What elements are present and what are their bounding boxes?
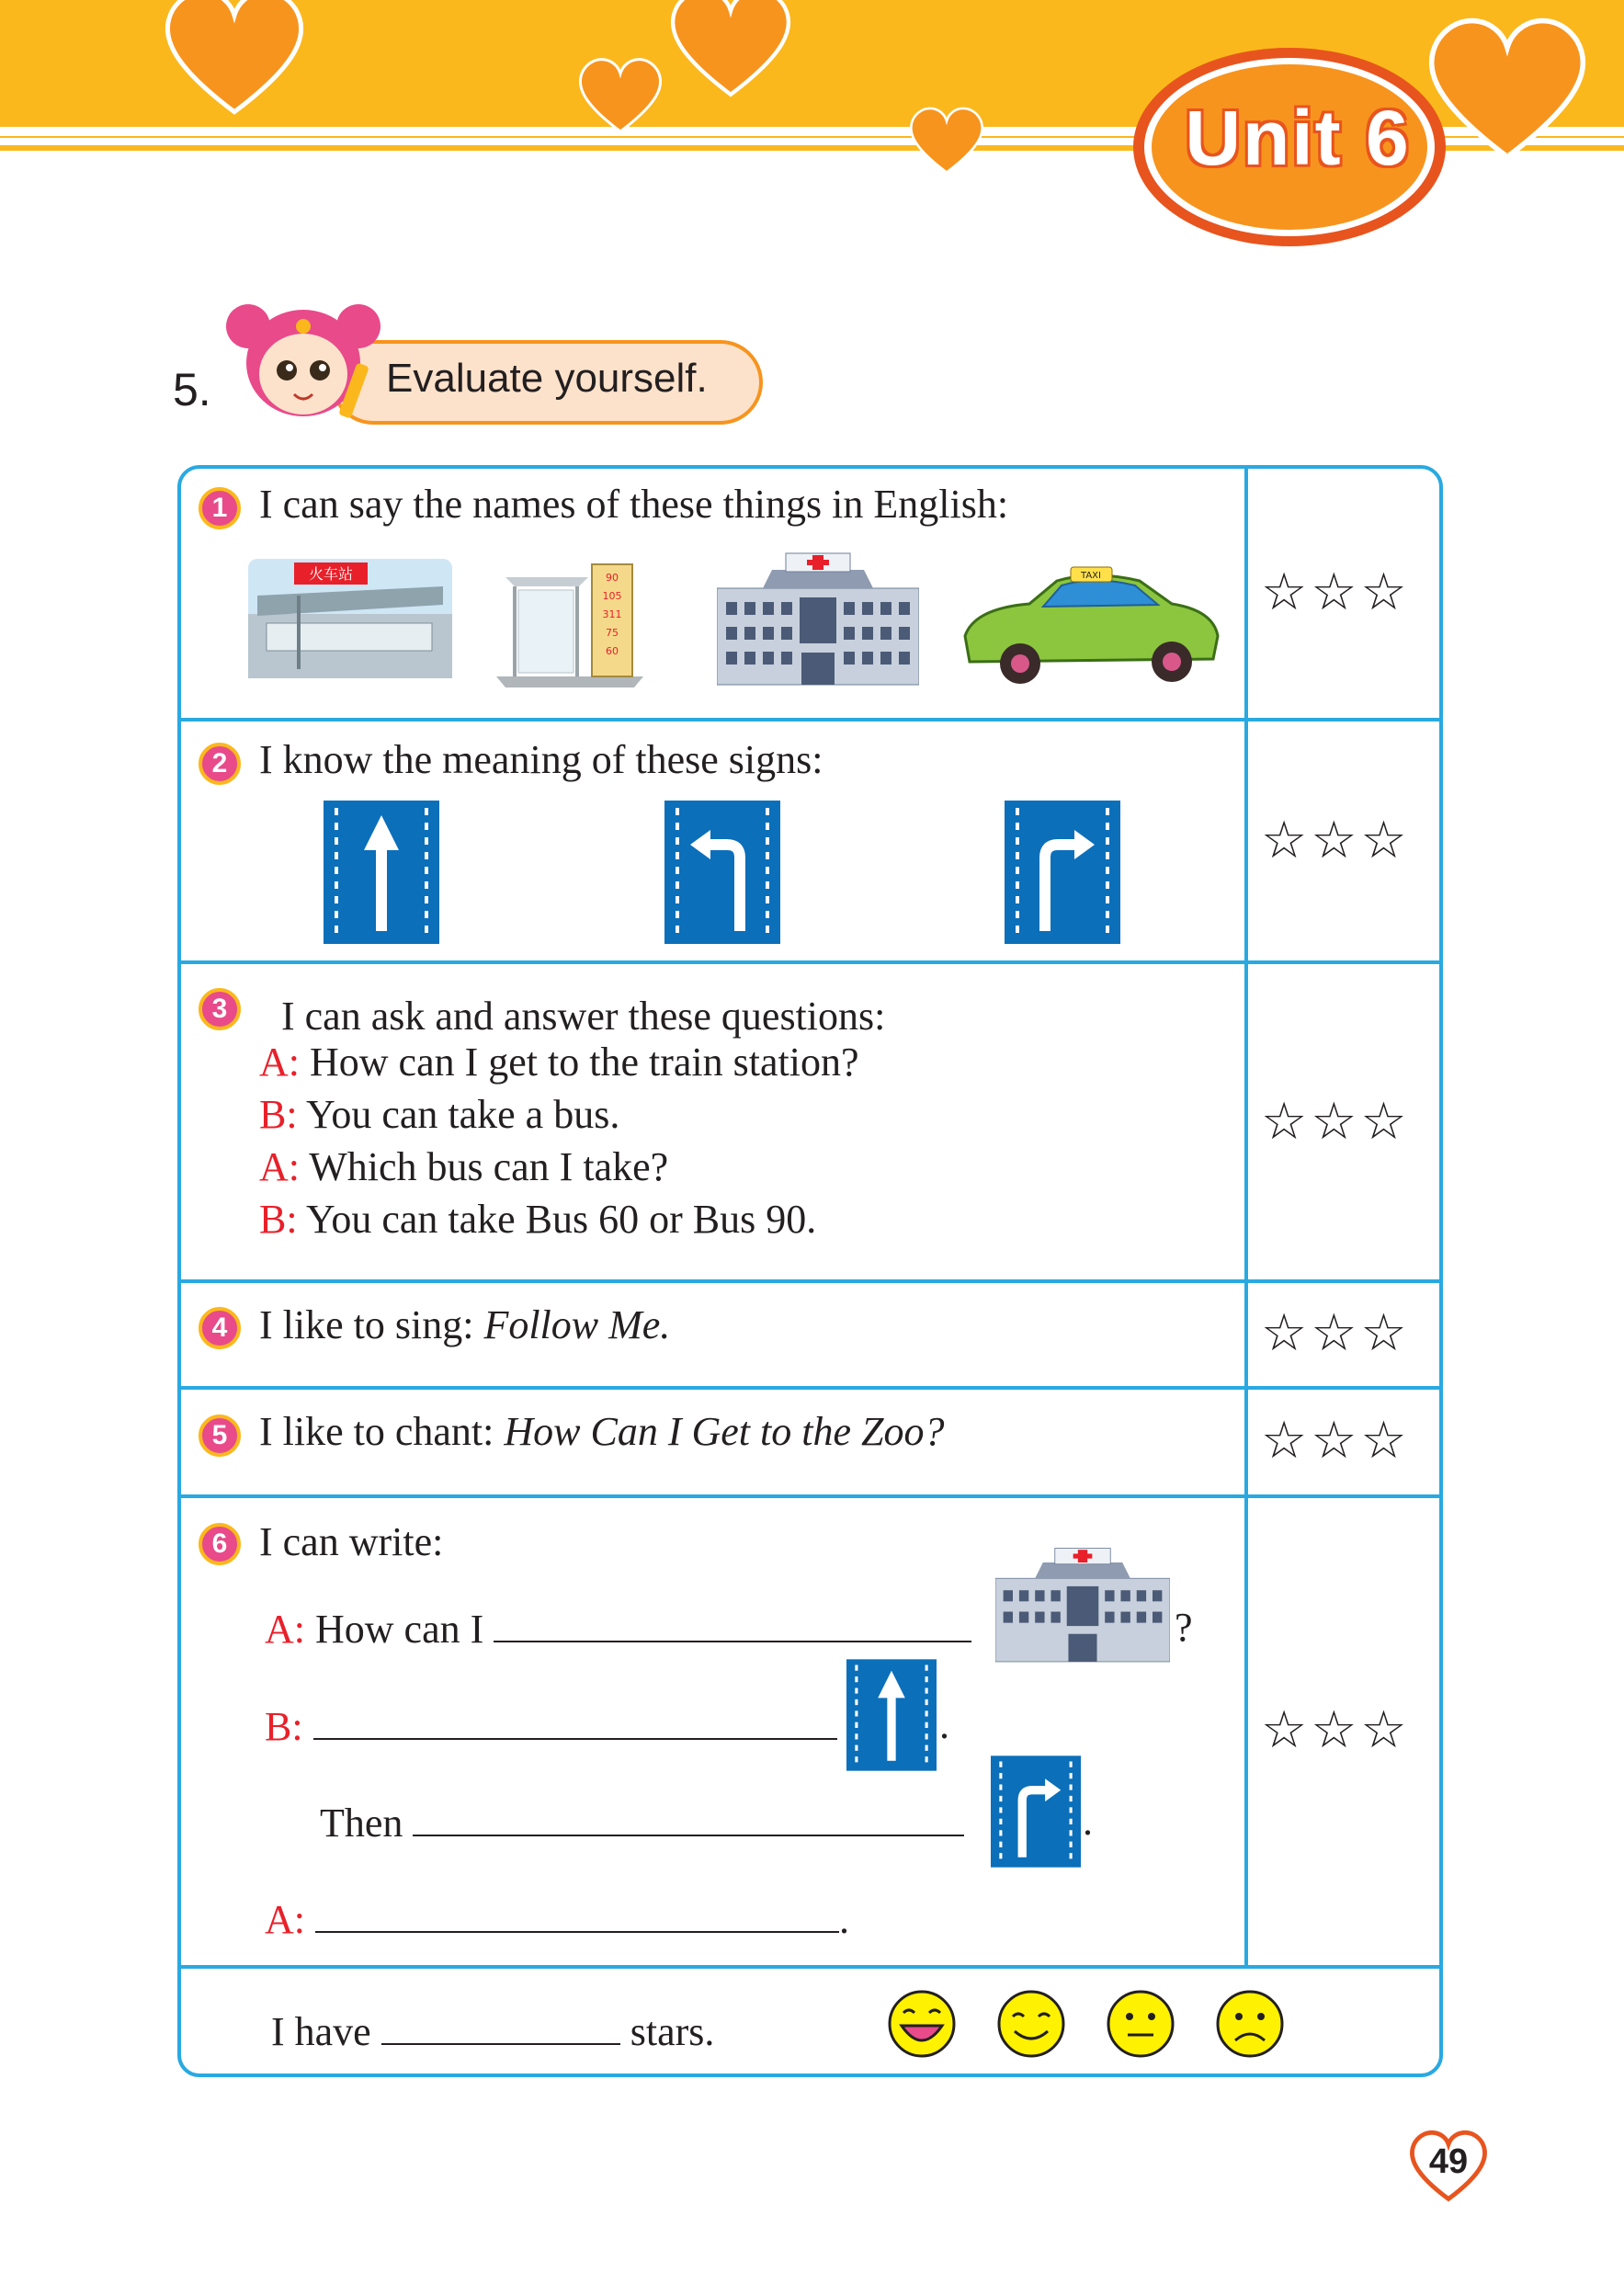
row-divider [177, 1494, 1443, 1498]
taxi-picture [956, 562, 1222, 696]
row-4-text: I like to sing: Follow Me. [259, 1302, 671, 1347]
section-title: Evaluate yourself. [386, 356, 708, 401]
writing-line-3-end: . [1083, 1799, 1093, 1844]
row-5-text: I like to chant: How Can I Get to the Zoo? [259, 1409, 945, 1454]
row-6-text: I can write: [259, 1519, 444, 1564]
bus-board-number: 75 [606, 627, 619, 639]
star-rating[interactable]: ☆☆☆ [1261, 811, 1411, 870]
answer-blank[interactable] [413, 1798, 964, 1836]
row-number-badge: 5 [199, 1414, 241, 1457]
go-straight-sign [324, 801, 439, 944]
go-straight-sign [846, 1659, 937, 1771]
heart-decoration [905, 103, 988, 176]
star-rating[interactable]: ☆☆☆ [1261, 1411, 1411, 1471]
hospital-picture [717, 551, 919, 689]
train-station-picture [248, 559, 452, 678]
bus-board-number: 105 [602, 590, 622, 602]
heart-decoration [574, 53, 666, 136]
writing-line-4: A: . [265, 1894, 849, 1943]
writing-line-2-end: . [939, 1702, 949, 1747]
star-total-line: I have stars. [271, 2006, 714, 2055]
cartoon-girl-illustration [221, 299, 386, 437]
hospital-picture [995, 1544, 1170, 1668]
row-number-badge: 2 [199, 743, 241, 785]
row-number-badge: 3 [199, 988, 241, 1030]
bus-board-number: 90 [606, 572, 619, 584]
turn-right-sign [1005, 801, 1120, 944]
dialogue-line: A: Which bus can I take? [259, 1144, 669, 1189]
turn-right-sign [991, 1755, 1081, 1868]
section-number: 5. [173, 364, 211, 415]
row-divider [177, 718, 1443, 721]
bus-board-number: 311 [602, 608, 622, 620]
answer-blank[interactable] [315, 1894, 839, 1933]
page-number: 49 [1428, 2142, 1469, 2181]
answer-blank[interactable] [313, 1701, 837, 1740]
heart-decoration [156, 0, 312, 119]
sad-face-icon[interactable] [1215, 1989, 1285, 2059]
writing-line-2: B: [265, 1701, 837, 1750]
row-3-text: I can ask and answer these questions: [281, 994, 886, 1039]
answer-blank[interactable] [494, 1604, 971, 1642]
row-divider [177, 960, 1443, 964]
row-1-text: I can say the names of these things in English: [259, 482, 1009, 527]
smiling-face-icon[interactable] [996, 1989, 1066, 2059]
row-number-badge: 6 [199, 1523, 241, 1565]
heart-decoration [662, 0, 800, 101]
writing-line-1: A: How can I [265, 1604, 971, 1653]
star-rating[interactable]: ☆☆☆ [1261, 1303, 1411, 1363]
laughing-face-icon[interactable] [887, 1989, 957, 2059]
row-2-text: I know the meaning of these signs: [259, 737, 823, 782]
writing-line-3: Then [320, 1798, 964, 1846]
star-rating[interactable]: ☆☆☆ [1261, 562, 1411, 622]
star-rating[interactable]: ☆☆☆ [1261, 1092, 1411, 1152]
bus-board-number: 60 [606, 645, 619, 657]
row-divider [177, 1279, 1443, 1283]
unit-title: Unit 6 [1185, 95, 1411, 181]
rating-column-divider [1244, 465, 1248, 1965]
writing-line-1-end: ? [1175, 1605, 1193, 1650]
taxi-sign-text: TAXI [1081, 571, 1101, 581]
row-divider [177, 1965, 1443, 1969]
station-sign-text: 火车站 [308, 565, 354, 583]
dialogue-line: B: You can take a bus. [259, 1092, 620, 1137]
row-number-badge: 1 [199, 487, 241, 529]
row-number-badge: 4 [199, 1307, 241, 1349]
bus-stop-picture [496, 559, 643, 692]
star-rating[interactable]: ☆☆☆ [1261, 1700, 1411, 1760]
neutral-face-icon[interactable] [1106, 1989, 1175, 2059]
dialogue-line: A: How can I get to the train station? [259, 1040, 859, 1085]
turn-left-sign [664, 801, 780, 944]
row-divider [177, 1386, 1443, 1390]
dialogue-line: B: You can take Bus 60 or Bus 90. [259, 1197, 817, 1242]
star-total-blank[interactable] [381, 2006, 620, 2045]
